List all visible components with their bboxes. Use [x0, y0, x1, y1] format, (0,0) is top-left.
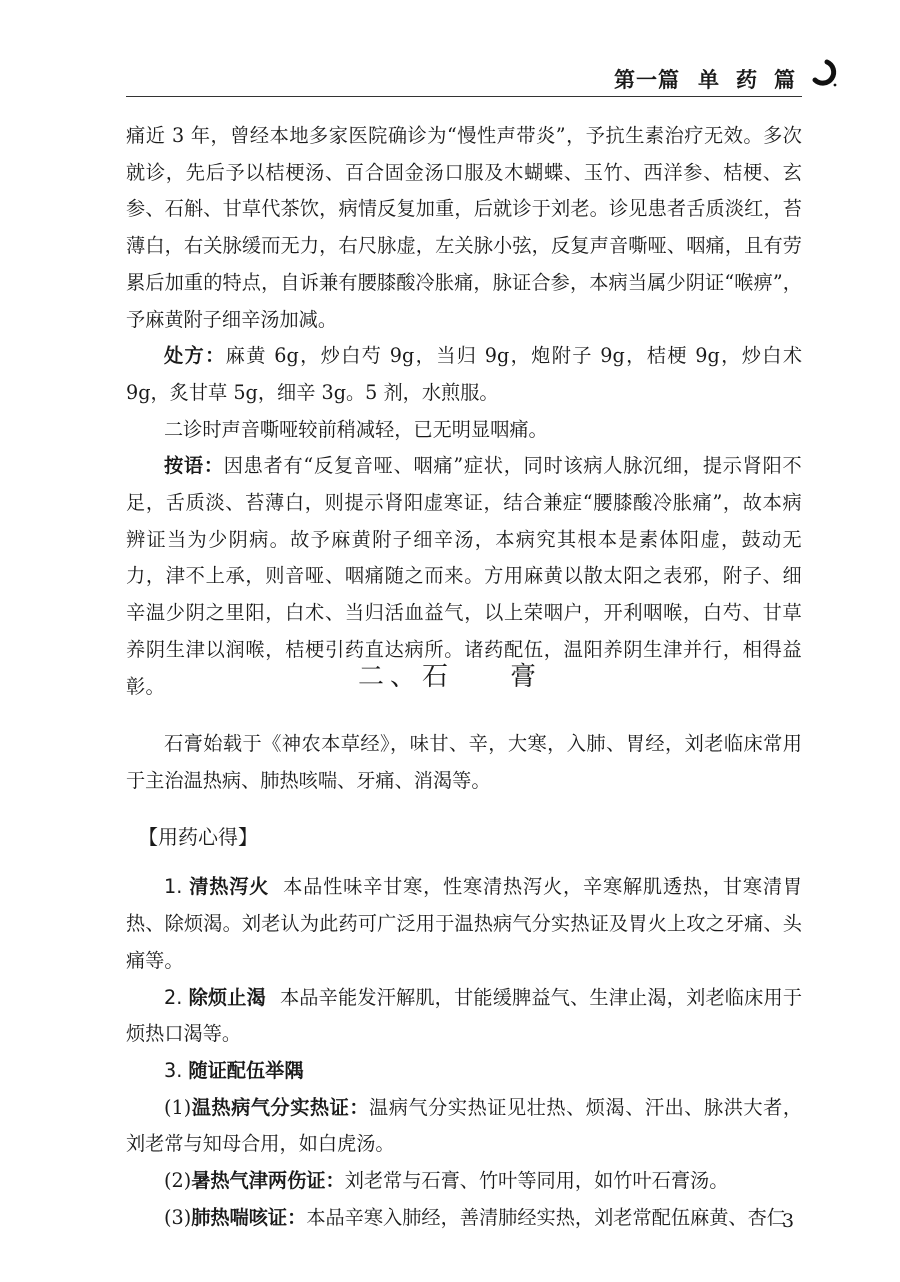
prescription-text: 麻黄 6g，炒白芍 9g，当归 9g，炮附子 9g，桔梗 9g，炒白术 9g，炙甘草 5g，细辛 3g。5 剂，水煎服。	[126, 344, 803, 404]
page-number: 3	[782, 1210, 795, 1232]
sub-item-heading: 暑热气津两伤证：	[191, 1169, 345, 1193]
item-heading: 随证配伍举隅	[188, 1058, 304, 1082]
item-heading: 除烦止渴	[188, 985, 266, 1009]
prescription	[126, 338, 802, 411]
header-char-2: 药	[736, 68, 758, 92]
item-text: 本品辛能发汗解肌，甘能缓脾益气、生津止渴，刘老临床用于烦热口渴等。	[126, 985, 803, 1046]
part-label: 第一篇	[614, 68, 680, 92]
commentary-text: 因患者有“反复音哑、咽痛”症状，同时该病人脉沉细，提示肾阳不足，舌质淡、苔薄白，则提示肾阳虚寒证，结合兼症“腰膝酸冷胀痛”，故本病辨证当为少阴病。故予麻黄附子细辛汤，本病究其根本是素体阳虚，鼓动无力，津不上承，则音哑、咽痛随之而来。方用麻黄以散太阳之表邪，附子、细辛温少阴之里阳，白术、当归活血益气，以上荣咽户，开利咽喉，白芍、甘草养阴生津以润喉，桔梗引药直达病所。诸药配伍，温阳养阴生津并行，相得益彰。	[126, 454, 802, 698]
item-text: 本品性味辛甘寒，性寒清热泻火，辛寒解肌透热，甘寒清胃热、除烦渴。刘老认为此药可广泛用于温热病气分实热证及胃火上攻之牙痛、头痛等。	[126, 875, 803, 972]
running-header	[126, 62, 802, 97]
herb-intro: 石膏始载于《神农本草经》，味甘、辛，大寒，入肺、胃经，刘老临床常用于主治温热病、肺热咳喘、牙痛、消渴等。	[126, 732, 802, 792]
sub-list-item	[126, 1090, 802, 1163]
section-name: 膏	[510, 662, 543, 692]
list-item	[126, 1053, 802, 1090]
item-heading: 清热泻火	[189, 875, 270, 899]
header-char-1: 单	[698, 68, 720, 92]
sub-item-number: (3)	[164, 1205, 192, 1229]
commentary-label: 按语：	[164, 454, 224, 478]
sub-item-text: 本品辛寒入肺经，善清肺经实热，刘老常配伍麻黄、杏仁	[306, 1205, 786, 1229]
sub-list-item	[126, 1200, 802, 1237]
sub-item-heading: 肺热喘咳证：	[191, 1205, 307, 1229]
item-number: 2.	[164, 985, 183, 1009]
section-number: 二、石	[357, 662, 454, 692]
item-number: 3.	[164, 1058, 183, 1082]
prescription-label: 处方：	[164, 344, 226, 368]
sub-item-text: 温病气分实热证见壮热、烦渴、汗出、脉洪大者，刘老常与知母合用，如白虎汤。	[126, 1095, 803, 1156]
sub-item-heading: 温热病气分实热证：	[191, 1095, 370, 1119]
sub-list-item	[126, 1163, 802, 1200]
case-paragraph: 痛近 3 年，曾经本地多家医院确诊为“慢性声带炎”，予抗生素治疗无效。多次就诊，先后予以桔梗汤、百合固金汤口服及木蝴蝶、玉竹、西洋参、桔梗、玄参、石斛、甘草代茶饮，病情反复加重，后就诊于刘老。诊见患者舌质淡红，苔薄白，右关脉缓而无力，右尺脉虚，左关脉小弦，反复声音嘶哑、咽痛，且有劳累后加重的特点，自诉兼有腰膝酸冷胀痛，脉证合参，本病当属少阴证“喉痹”，予麻黄附子细辛汤加减。	[126, 124, 802, 331]
sub-item-number: (2)	[164, 1169, 192, 1193]
case-content	[126, 118, 802, 705]
list-item	[126, 869, 802, 979]
herb-content	[126, 726, 802, 1236]
decorative-arc-icon	[809, 58, 839, 88]
list-item	[126, 980, 802, 1053]
followup-paragraph: 二诊时声音嘶哑较前稍减轻，已无明显咽痛。	[164, 417, 548, 441]
sub-item-text: 刘老常与石膏、竹叶等同用，如竹叶石膏汤。	[344, 1169, 729, 1193]
subheading: 【用药心得】	[138, 825, 258, 850]
item-number: 1.	[164, 875, 183, 899]
section-title	[0, 656, 900, 693]
sub-item-number: (1)	[164, 1095, 192, 1119]
running-header-title	[614, 64, 796, 94]
header-char-3: 篇	[774, 68, 796, 92]
